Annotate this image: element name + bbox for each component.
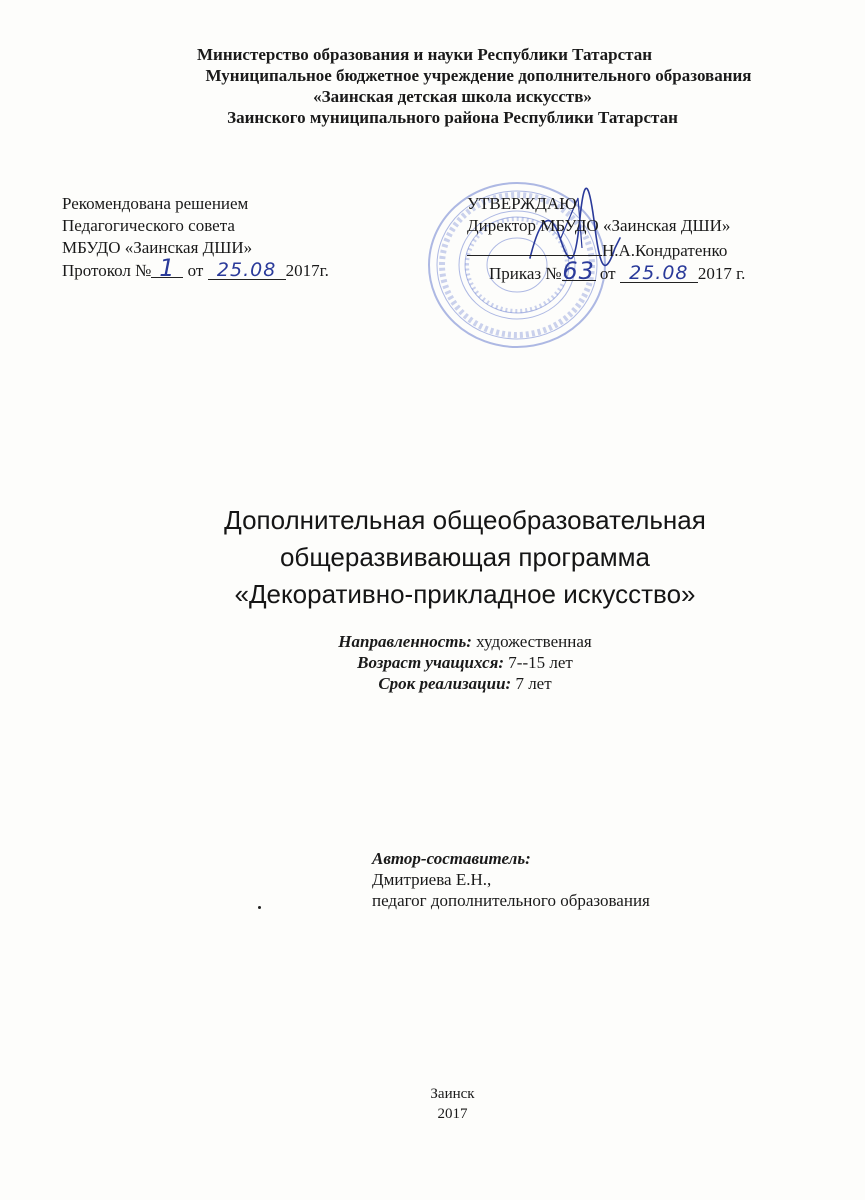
recommended-line-3: МБУДО «Заинская ДШИ» [62, 238, 253, 257]
protocol-number: 1 [151, 259, 183, 278]
order-from: от [595, 264, 620, 283]
term-line [100, 673, 830, 694]
director-name: Н.А.Кондратенко [602, 241, 728, 260]
title-line-2: общеразвивающая программа [279, 542, 651, 572]
scan-speck [258, 906, 261, 909]
recommended-line-1: Рекомендована решением [62, 194, 249, 213]
protocol-from: от [183, 261, 208, 280]
recommended-line-2: Педагогического совета [62, 216, 235, 235]
author-position: педагог дополнительного образования [372, 891, 650, 910]
protocol-label: Протокол № [62, 261, 152, 280]
protocol-line [62, 254, 329, 282]
term-value: 7 лет [511, 674, 552, 693]
footer-year: 2017 [437, 1106, 468, 1122]
term-label: Срок реализации: [378, 674, 512, 693]
recommendation-block [62, 193, 329, 282]
direction-value: художественная [471, 632, 592, 651]
order-number: 63 [562, 257, 595, 285]
title-line-1: Дополнительная общеобразовательная [224, 505, 706, 535]
author-block [372, 848, 650, 911]
footer [40, 1084, 865, 1124]
protocol-date: 25.08 [208, 261, 286, 280]
approval-director-line [467, 237, 745, 262]
program-title [100, 502, 830, 613]
signature-line [467, 237, 602, 256]
approval-block [467, 193, 745, 285]
program-meta [100, 631, 830, 694]
order-date: 25.08 [620, 264, 698, 283]
direction-label: Направленность: [338, 632, 472, 651]
header-line-district: Заинского муниципального района Республики Татарстан [227, 108, 678, 127]
author-label: Автор-составитель: [372, 849, 531, 868]
age-value: 7--15 лет [504, 653, 573, 672]
title-line-3: «Декоративно-прикладное искусство» [234, 579, 696, 609]
order-line [489, 257, 746, 285]
author-name: Дмитриева Е.Н., [372, 870, 492, 889]
footer-city: Заинск [430, 1086, 475, 1102]
header-line-school: «Заинская детская школа искусств» [313, 87, 592, 106]
age-line [100, 652, 830, 673]
protocol-year: 2017г. [285, 261, 329, 280]
age-label: Возраст учащихся: [357, 653, 505, 672]
direction-line [100, 631, 830, 652]
approval-director-title: Директор МБУДО «Заинская ДШИ» [467, 216, 731, 235]
order-year: 2017 г. [697, 264, 746, 283]
ministry-header [0, 44, 865, 128]
approval-header: УТВЕРЖДАЮ [467, 194, 577, 213]
header-line-ministry: Министерство образования и науки Республики Татарстан [197, 45, 652, 64]
header-line-institution: Муниципальное бюджетное учреждение дополнительного образования [205, 66, 752, 85]
order-label: Приказ № [489, 264, 562, 283]
